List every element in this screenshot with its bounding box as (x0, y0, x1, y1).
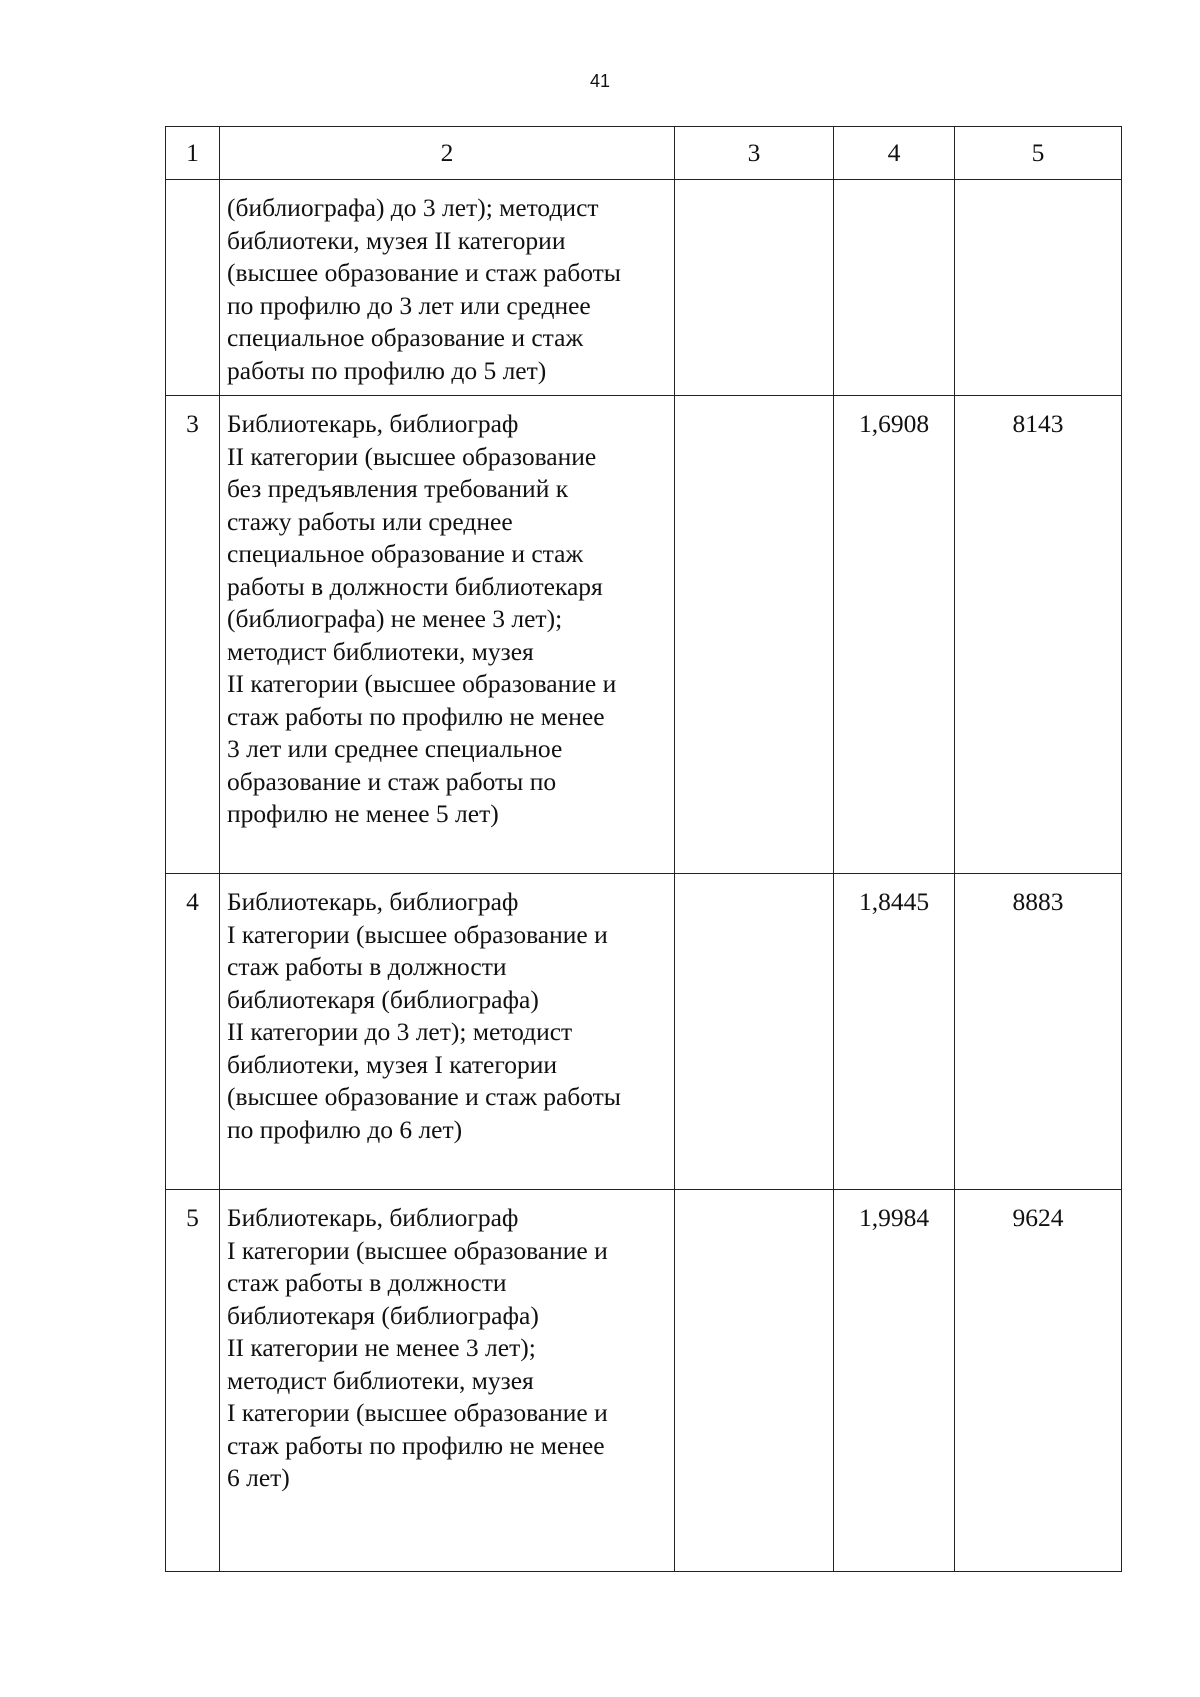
row-number (166, 180, 219, 192)
col3-cell (675, 1190, 834, 1572)
salary-value: 9624 (1012, 1203, 1064, 1232)
col3-value (675, 396, 833, 408)
salary-cell (955, 874, 1122, 1190)
coefficient-value: 1,6908 (858, 409, 930, 438)
coefficient-cell (834, 396, 955, 874)
table-row (166, 180, 1122, 396)
row-number-cell (166, 1190, 220, 1572)
position-description: Библиотекарь, библиограф I категории (высшее образование и стаж работы в должности библиотекаря (библиографа) II категории до 3 лет); методист библиотеки, музея I категории (высшее образование и стаж работы по профилю до 6 лет) (227, 887, 621, 1144)
coefficient-value: 1,8445 (858, 887, 930, 916)
table-row (166, 396, 1122, 874)
row-number: 4 (186, 887, 199, 916)
col3-cell (675, 180, 834, 396)
salary-value: 8143 (1012, 409, 1064, 438)
row-number-cell (166, 874, 220, 1190)
description-cell (220, 180, 675, 396)
header-cell-4: 4 (834, 127, 955, 180)
description-cell (220, 1190, 675, 1572)
header-cell-5: 5 (955, 127, 1122, 180)
position-description: Библиотекарь, библиограф II категории (высшее образование без предъявления требований к стажу работы или среднее специальное образование и стаж работы в должности библиотекаря (библиографа) не менее 3 лет); методист библиотеки, музея II категории (высшее образование и стаж работы по профилю не менее 3 лет или среднее специальное образование и стаж работы по профилю не менее 5 лет) (227, 409, 617, 828)
salary-table (165, 126, 1122, 1572)
coefficient-cell (834, 180, 955, 396)
table-row (166, 874, 1122, 1190)
coefficient-value (834, 180, 954, 192)
col3-cell (675, 874, 834, 1190)
row-number: 3 (186, 409, 199, 438)
salary-cell (955, 1190, 1122, 1572)
row-number: 5 (186, 1203, 199, 1232)
salary-value (955, 180, 1121, 192)
col3-value (675, 180, 833, 192)
col3-value (675, 874, 833, 886)
header-cell-1: 1 (166, 127, 220, 180)
coefficient-cell (834, 874, 955, 1190)
header-cell-3: 3 (675, 127, 834, 180)
coefficient-value: 1,9984 (858, 1203, 930, 1232)
col3-value (675, 1190, 833, 1202)
page-number: 41 (589, 71, 611, 91)
position-description: Библиотекарь, библиограф I категории (высшее образование и стаж работы в должности библиотекаря (библиографа) II категории не менее 3 лет); методист библиотеки, музея I категории (высшее образование и стаж работы по профилю не менее 6 лет) (227, 1203, 608, 1492)
row-number-cell (166, 396, 220, 874)
salary-value: 8883 (1012, 887, 1064, 916)
table-row (166, 1190, 1122, 1572)
description-cell (220, 874, 675, 1190)
coefficient-cell (834, 1190, 955, 1572)
salary-cell (955, 396, 1122, 874)
position-description: (библиографа) до 3 лет); методист библиотеки, музея II категории (высшее образование и стаж работы по профилю до 3 лет или среднее специальное образование и стаж работы по профилю до 5 лет) (227, 193, 621, 385)
description-cell (220, 396, 675, 874)
table-header-row (166, 127, 1122, 180)
salary-cell (955, 180, 1122, 396)
col3-cell (675, 396, 834, 874)
header-cell-2: 2 (220, 127, 675, 180)
row-number-cell (166, 180, 220, 396)
